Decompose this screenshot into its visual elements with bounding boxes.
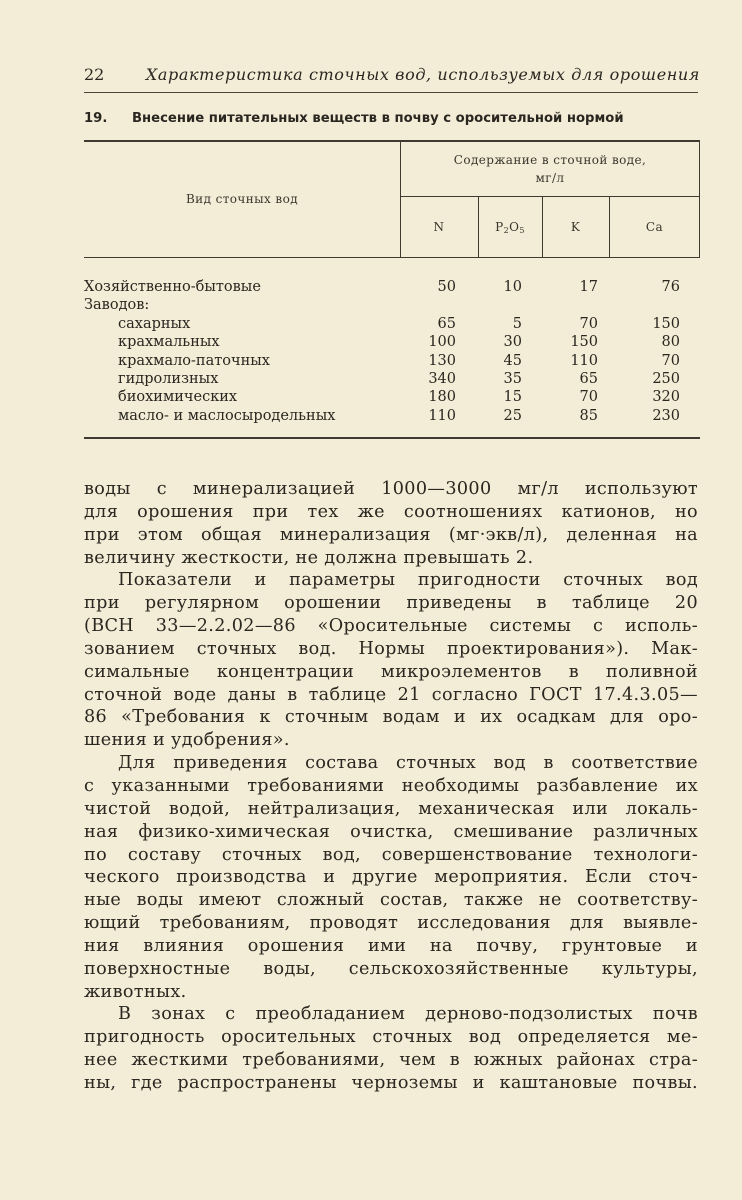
table-row xyxy=(84,278,700,296)
table-top-rule xyxy=(84,140,700,142)
table-caption xyxy=(84,108,700,130)
table-body xyxy=(84,278,700,425)
p2o5-o: O xyxy=(509,220,520,234)
row-label: масло- и маслосыродельных xyxy=(118,407,336,424)
cell-k: 70 xyxy=(579,389,598,406)
table-title: Внесение питательных веществ в почву с оросительной нормой xyxy=(132,111,624,126)
cell-p2o5: 15 xyxy=(503,389,522,406)
cell-ca: 76 xyxy=(661,279,680,295)
text-line: пригодность оросительных сточных вод определяется ме- xyxy=(84,1027,698,1048)
text-line: ная физико-химическая очистка, смешивание различных xyxy=(84,821,698,842)
text-line: ющий требованиям, проводят исследования для выявле- xyxy=(84,913,698,934)
cell-k: 150 xyxy=(570,334,598,351)
cell-n: 100 xyxy=(428,334,456,351)
paragraph-2 xyxy=(84,569,698,752)
column-header-k: K xyxy=(570,220,581,234)
cell-n: 50 xyxy=(437,279,456,295)
cell-k: 65 xyxy=(579,370,598,387)
cell-n: 110 xyxy=(428,407,456,424)
text-line: зованием сточных вод. Нормы проектирования»). Мак- xyxy=(84,638,698,659)
cell-ca: 80 xyxy=(661,334,680,351)
row-label: Заводов: xyxy=(84,297,150,314)
cell-p2o5: 5 xyxy=(512,315,522,332)
table-row xyxy=(84,296,700,314)
text-line: с указанными требованиями необходимы разбавление их xyxy=(84,775,698,796)
text-line: при регулярном орошении приведены в таблице 20 xyxy=(84,593,698,614)
text-line: 86 «Требования к сточным водам и их осадкам для оро- xyxy=(84,707,698,728)
text-line: сточной воде даны в таблице 21 согласно ГОСТ 17.4.3.05— xyxy=(84,684,698,705)
table-number: 19. xyxy=(84,111,108,126)
column-header-ca: Ca xyxy=(645,220,664,234)
text-line: при этом общая минерализация (мг·экв/л), деленная на xyxy=(84,524,698,545)
table-row xyxy=(84,352,700,370)
cell-n: 340 xyxy=(428,370,456,387)
cell-n: 65 xyxy=(437,315,456,332)
text-line: симальные концентрации микроэлементов в поливной xyxy=(84,661,698,682)
row-label: сахарных xyxy=(118,315,191,332)
cell-ca: 230 xyxy=(652,407,680,424)
running-header xyxy=(84,60,700,90)
table-bottom-rule xyxy=(84,437,700,439)
text-line: воды с минерализацией 1000—3000 мг/л используют xyxy=(84,479,698,499)
text-line: нее жесткими требованиями, чем в южных районах стра- xyxy=(84,1050,698,1071)
cell-k: 70 xyxy=(579,315,598,332)
text-line: чистой водой, нейтрализация, механическая или локаль- xyxy=(84,798,698,819)
cell-k: 17 xyxy=(579,279,598,295)
header-rule xyxy=(84,92,698,93)
cell-ca: 250 xyxy=(652,370,680,387)
row-label: биохимических xyxy=(118,389,238,406)
text-line: Для приведения состава сточных вод в соответствие xyxy=(118,753,698,774)
cell-ca: 150 xyxy=(652,315,680,332)
cell-p2o5: 45 xyxy=(503,352,522,369)
table-row xyxy=(84,315,700,333)
table-header-bottom-rule xyxy=(84,257,700,258)
paragraph-4 xyxy=(84,1003,698,1094)
text-line: (ВСН 33—2.2.02—86 «Оросительные системы с исполь- xyxy=(84,616,698,637)
column-header-p2o5 xyxy=(478,218,542,240)
body-text xyxy=(84,478,698,1095)
cell-p2o5: 10 xyxy=(503,279,522,295)
text-line: шения и удобрения». xyxy=(84,730,290,751)
cell-ca: 320 xyxy=(652,389,680,406)
nutrients-table xyxy=(84,140,700,440)
column-group-header-line1: Содержание в сточной воде, xyxy=(453,153,647,167)
cell-p2o5: 25 xyxy=(503,407,522,424)
p2o5-sub-5: 5 xyxy=(519,226,525,235)
table-row xyxy=(84,370,700,388)
text-line: Показатели и параметры пригодности сточных вод xyxy=(118,570,698,591)
cell-p2o5: 35 xyxy=(503,370,522,387)
text-line: поверхностные воды, сельскохозяйственные культуры, xyxy=(84,958,698,979)
column-header-n: N xyxy=(433,220,445,234)
column-group-header-line2: мг/л xyxy=(535,171,565,185)
cell-n: 130 xyxy=(428,352,456,369)
paragraph-3 xyxy=(84,752,698,1003)
text-line: для орошения при тех же соотношениях катионов, но xyxy=(84,501,698,522)
text-line: животных. xyxy=(84,981,187,1002)
row-label: гидролизных xyxy=(118,370,219,387)
text-line: ния влияния орошения ими на почву, грунтовые и xyxy=(84,935,698,956)
text-line: В зонах с преобладанием дерново-подзолистых почв xyxy=(118,1004,698,1025)
table-subheader-rule xyxy=(400,196,700,197)
cell-n: 180 xyxy=(428,389,456,406)
running-title: Характеристика сточных вод, используемых для орошения xyxy=(145,65,700,84)
column-header-kind: Вид сточных вод xyxy=(185,192,299,206)
p2o5-p: P xyxy=(495,220,504,234)
text-line: ны, где распространены черноземы и каштановые почвы. xyxy=(84,1072,698,1093)
table-row xyxy=(84,388,700,406)
cell-k: 85 xyxy=(579,407,598,424)
text-line: ные воды имеют сложный состав, также не соответству- xyxy=(84,890,698,911)
p2o5-sub-2: 2 xyxy=(503,226,510,235)
cell-k: 110 xyxy=(570,352,598,369)
cell-p2o5: 30 xyxy=(503,334,522,351)
paragraph-1 xyxy=(84,478,698,569)
row-label: Хозяйственно-бытовые xyxy=(84,279,261,295)
cell-ca: 70 xyxy=(661,352,680,369)
table-row xyxy=(84,407,700,425)
row-label: крахмало-паточных xyxy=(118,352,270,369)
text-line: ческого производства и другие мероприятия. Если сточ- xyxy=(84,867,698,888)
row-label: крахмальных xyxy=(118,334,220,351)
table-row xyxy=(84,333,700,351)
text-line: величину жесткости, не должна превышать 2. xyxy=(84,547,534,568)
column-group-header xyxy=(400,151,700,187)
text-line: по составу сточных вод, совершенствование технологи- xyxy=(84,844,698,865)
page-number: 22 xyxy=(84,65,105,84)
